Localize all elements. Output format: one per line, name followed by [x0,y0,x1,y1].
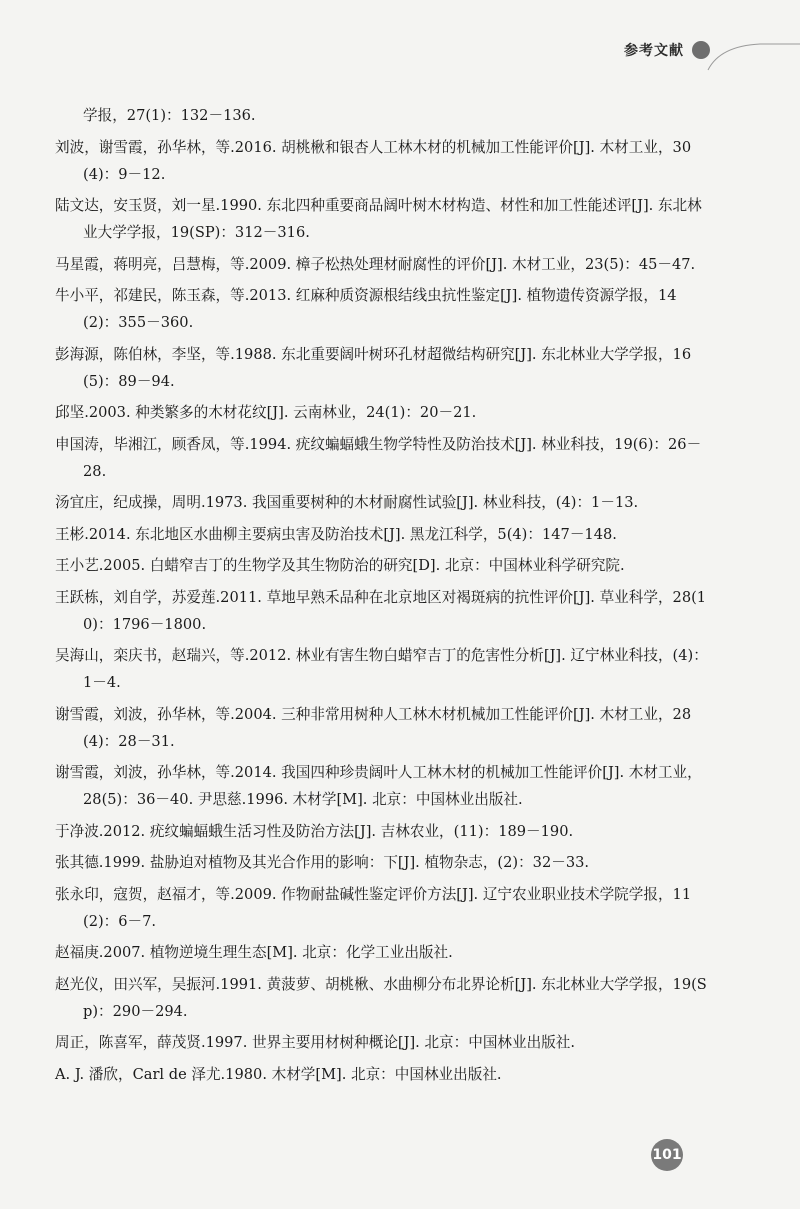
reference-entry: 谢雪霞，刘波，孙华林，等.2014. 我国四种珍贵阔叶人工林木材的机械加工性能评价[J]. 木材工业，28(5)：36－40. 尹思慈.1996. 木材学[M]. 北京：中国林业出版社. [55,764,702,808]
reference-entry: 彭海源，陈伯林，李坚，等.1988. 东北重要阔叶树环孔材超微结构研究[J]. 东北林业大学学报，16(5)：89－94. [55,345,692,390]
reference-entry: 王小艺.2005. 白蜡窄吉丁的生物学及其生物防治的研究[D]. 北京：中国林业科学研究院. [55,557,625,574]
reference-entry: 汤宜庄，纪成操，周明.1973. 我国重要树种的木材耐腐性试验[J]. 林业科技，(4)：1－13. [55,494,639,511]
reference-entry: 谢雪霞，刘波，孙华林，等.2004. 三种非常用树种人工林木材机械加工性能评价[J]. 木材工业，28(4)：28－31. [55,705,692,750]
reference-entry: 陆文达，安玉贤，刘一星.1990. 东北四种重要商品阔叶树木材构造、材性和加工性能述评[J]. 东北林业大学学报，19(SP)：312－316. [55,197,702,241]
reference-entry: 于净波.2012. 疣纹蝙蝠蛾生活习性及防治方法[J]. 吉林农业，(11)：189－190. [55,822,574,840]
header-title: 参考文献 [624,43,684,59]
reference-list [55,102,710,1092]
reference-entry: 学报，27(1)：132－136. [83,107,256,124]
reference-entry: 赵福庚.2007. 植物逆境生理生态[M]. 北京：化学工业出版社. [55,944,453,961]
reference-entry: 刘波，谢雪霞，孙华林，等.2016. 胡桃楸和银杏人工林木材的机械加工性能评价[J]. 木材工业，30(4)：9－12. [55,138,692,183]
reference-entry: 牛小平，祁建民，陈玉森，等.2013. 红麻种质资源根结线虫抗性鉴定[J]. 植物遗传资源学报，14(2)：355－360. [55,287,677,331]
reference-entry: 申国涛，毕湘江，顾香凤，等.1994. 疣纹蝙蝠蛾生物学特性及防治技术[J]. 林业科技，19(6)：26－28. [55,435,702,480]
reference-entry: 张其德.1999. 盐胁迫对植物及其光合作用的影响：下[J]. 植物杂志，(2)：32－33. [55,854,590,871]
reference-entry: 周正，陈喜军，薛茂贤.1997. 世界主要用材树种概论[J]. 北京：中国林业出版社. [55,1034,576,1051]
reference-entry: 张永印，寇贺，赵福才，等.2009. 作物耐盐碱性鉴定评价方法[J]. 辽宁农业职业技术学院学报，11(2)：6－7. [55,885,692,930]
reference-entry: 马星霞，蒋明亮，吕慧梅，等.2009. 樟子松热处理材耐腐性的评价[J]. 木材工业，23(5)：45－47. [55,255,696,273]
reference-entry: 赵光仪，田兴军，吴振河.1991. 黄菠萝、胡桃楸、水曲柳分布北界论析[J]. 东北林业大学学报，19(Sp)：290－294. [55,975,707,1020]
reference-entry: A. J. 潘欣，Carl de 泽尤.1980. 木材学[M]. 北京：中国林业出版社. [55,1065,502,1083]
reference-entry: 吴海山，栾庆书，赵瑞兴，等.2012. 林业有害生物白蜡窄吉丁的危害性分析[J]. 辽宁林业科技，(4)：1－4. [55,647,708,691]
page-number: 101 [651,1139,683,1171]
reference-entry: 王跃栋，刘自学，苏爱莲.2011. 草地早熟禾品种在北京地区对褐斑病的抗性评价[J]. 草业科学，28(10)：1796－1800. [55,588,707,633]
reference-entry: 王彬.2014. 东北地区水曲柳主要病虫害及防治技术[J]. 黑龙江科学，5(4)：147－148. [55,525,617,543]
reference-entry: 邱坚.2003. 种类繁多的木材花纹[J]. 云南林业，24(1)：20－21. [55,404,477,421]
